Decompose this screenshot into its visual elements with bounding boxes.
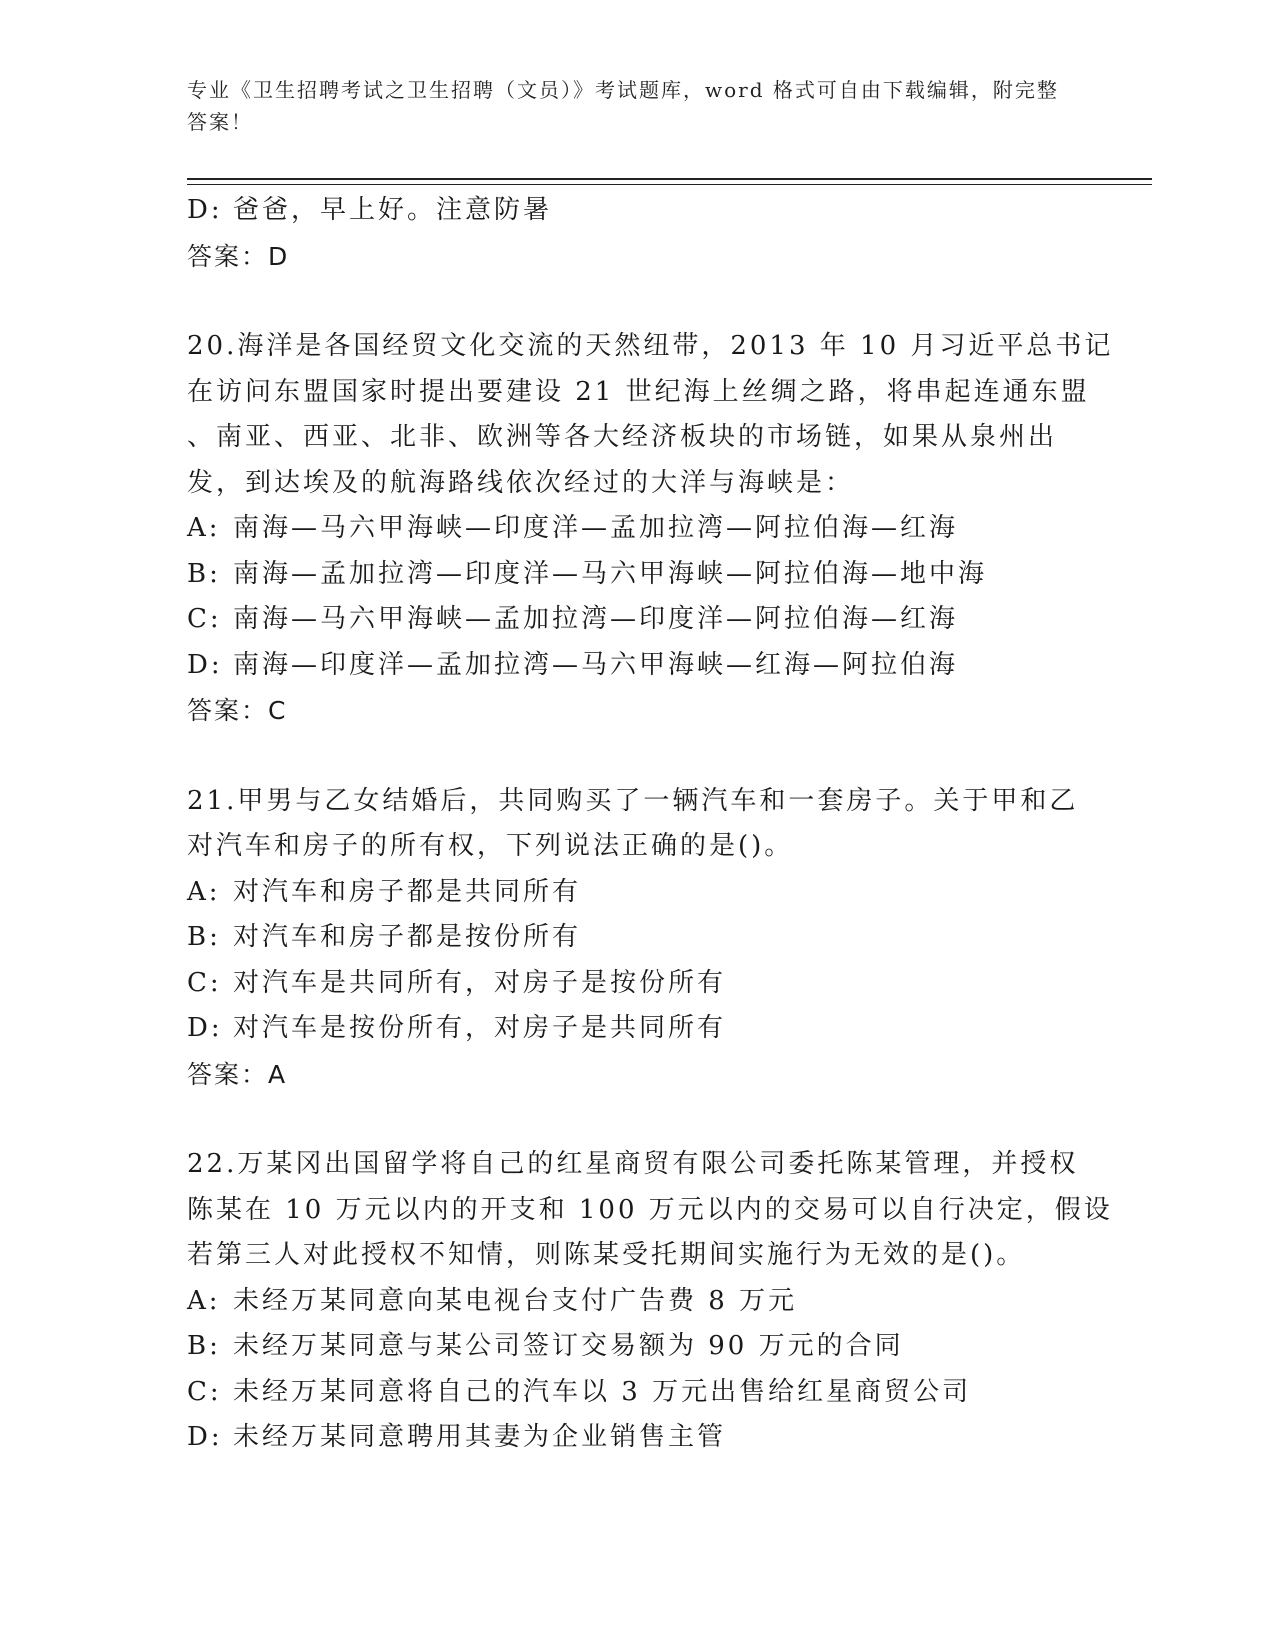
option-letter: C: (187, 604, 222, 634)
option-text: 南海—马六甲海峡—印度洋—孟加拉湾—阿拉伯海—红海 (233, 513, 959, 543)
option-letter: B: (187, 922, 221, 952)
option-letter: A: (187, 876, 221, 907)
option-text: 未经万某同意将自己的汽车以 3 万元出售给红星商贸公司 (233, 1376, 972, 1407)
option-a (187, 870, 1087, 916)
option-letter: C: (187, 1376, 222, 1407)
option-text: 对汽车是按份所有，对房子是共同所有 (233, 1013, 727, 1043)
option-c (187, 961, 1087, 1007)
header-text: 专业《卫生招聘考试之卫生招聘（文员）》考试题库，word 格式可自由下载编辑，附完整答案！ (187, 78, 1059, 134)
answer-line: 答案：C (187, 696, 288, 725)
question-stem-line: 20.海洋是各国经贸文化交流的天然纽带，2013 年 10 月习近平总书记 (187, 331, 1114, 361)
question-stem-line: 对汽车和房子的所有权，下列说法正确的是()。 (187, 831, 794, 861)
option-text: 对汽车是共同所有，对房子是按份所有 (233, 967, 727, 998)
option-letter: D: (187, 649, 223, 680)
question-stem-line: 发，到达埃及的航海路线依次经过的大洋与海峡是： (187, 467, 855, 498)
answer-line: 答案：D (187, 241, 290, 271)
answer-line: 答案：A (187, 1059, 288, 1089)
question-stem-line: 陈某在 10 万元以内的开支和 100 万元以内的交易可以自行决定，假设 (187, 1194, 1113, 1225)
option-d (187, 188, 1087, 234)
option-text: 未经万某同意与某公司签订交易额为 90 万元的合同 (233, 1331, 904, 1361)
question-stem-line: 、南亚、西亚、北非、欧洲等各大经济板块的市场链，如果从泉州出 (187, 422, 1058, 452)
option-d (187, 1415, 1087, 1461)
previous-question-tail (187, 188, 1087, 279)
option-c (187, 597, 1087, 643)
option-text: 对汽车和房子都是按份所有 (233, 922, 582, 952)
option-letter: D: (187, 1013, 223, 1043)
option-text: 南海—马六甲海峡—孟加拉湾—印度洋—阿拉伯海—红海 (233, 604, 959, 634)
option-letter: D: (187, 195, 223, 225)
question-22 (187, 1142, 1113, 1461)
option-letter: C: (187, 967, 222, 998)
header-divider (187, 178, 1152, 185)
option-d (187, 1006, 1087, 1052)
option-letter: A: (187, 513, 221, 543)
option-b (187, 552, 1087, 598)
option-text: 爸爸，早上好。注意防暑 (233, 195, 553, 225)
option-text: 南海—孟加拉湾—印度洋—马六甲海峡—阿拉伯海—地中海 (233, 558, 988, 589)
option-text: 未经万某同意向某电视台支付广告费 8 万元 (233, 1285, 798, 1316)
question-stem-line: 若第三人对此授权不知情，则陈某受托期间实施行为无效的是()。 (187, 1240, 1026, 1270)
option-letter: A: (187, 1285, 221, 1316)
option-d (187, 643, 1087, 689)
option-letter: B: (187, 1331, 221, 1361)
question-20 (187, 324, 1114, 734)
option-letter: B: (187, 558, 221, 589)
page-header (187, 74, 1067, 138)
option-c (187, 1370, 1087, 1416)
option-a (187, 506, 1087, 552)
option-text: 对汽车和房子都是共同所有 (233, 876, 582, 907)
option-b (187, 1324, 1087, 1370)
option-letter: D: (187, 1422, 223, 1452)
document-body (187, 188, 1114, 1461)
option-a (187, 1279, 1087, 1325)
question-stem-line: 21.甲男与乙女结婚后，共同购买了一辆汽车和一套房子。关于甲和乙 (187, 785, 1079, 816)
question-stem-line: 22.万某冈出国留学将自己的红星商贸有限公司委托陈某管理，并授权 (187, 1149, 1079, 1179)
option-b (187, 915, 1087, 961)
option-text: 未经万某同意聘用其妻为企业销售主管 (233, 1422, 727, 1452)
question-stem-line: 在访问东盟国家时提出要建设 21 世纪海上丝绸之路，将串起连通东盟 (187, 376, 1090, 407)
option-text: 南海—印度洋—孟加拉湾—马六甲海峡—红海—阿拉伯海 (233, 649, 959, 680)
question-21 (187, 779, 1087, 1098)
